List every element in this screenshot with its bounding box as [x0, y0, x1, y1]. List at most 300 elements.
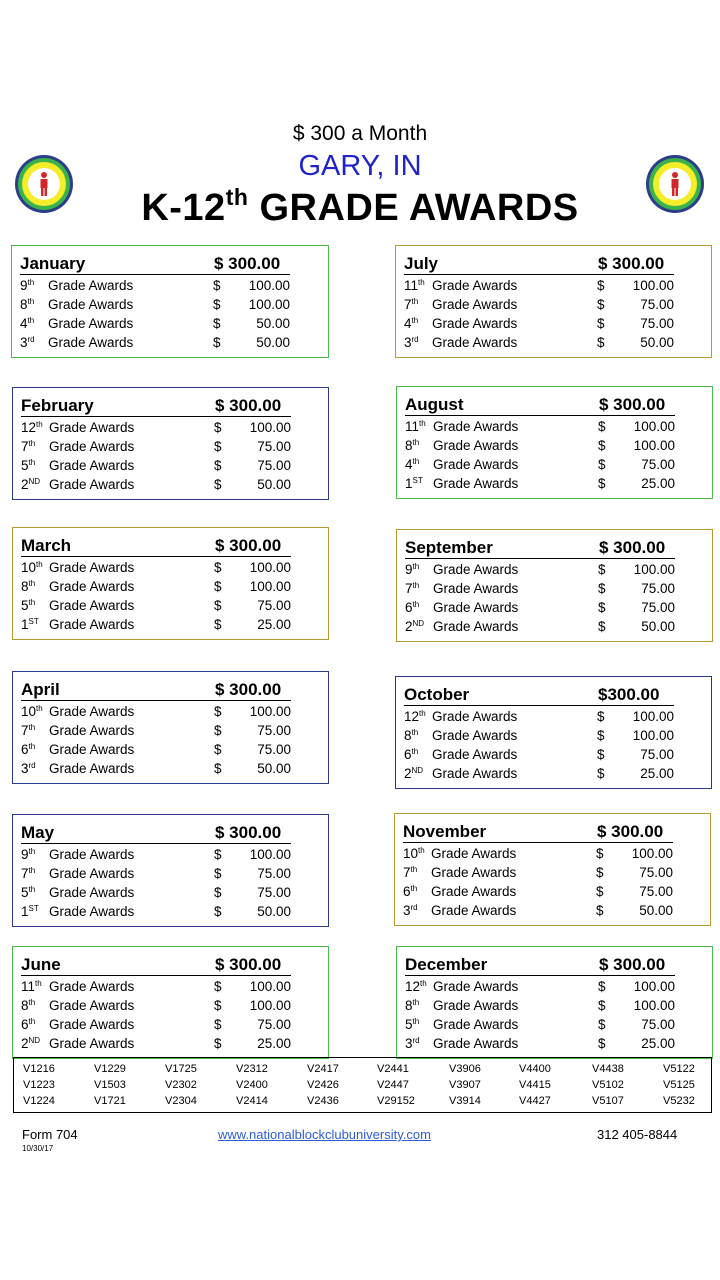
month-card-january — [11, 245, 329, 358]
award-label — [405, 476, 518, 491]
currency-symbol: $ — [596, 865, 604, 880]
month-total: $ 300.00 — [599, 538, 666, 557]
grade-ordinal — [21, 904, 49, 919]
award-text: Grade Awards — [432, 278, 518, 293]
award-label — [21, 1017, 134, 1032]
vendor-code: V2441 — [377, 1063, 409, 1075]
grade-ordinal — [405, 419, 433, 434]
grade-number: 4 — [20, 316, 28, 331]
award-row — [405, 457, 675, 476]
currency-symbol: $ — [214, 904, 222, 919]
award-row — [405, 979, 675, 998]
award-row — [20, 297, 290, 316]
award-label — [404, 278, 517, 293]
award-text: Grade Awards — [49, 904, 135, 919]
award-text: Grade Awards — [49, 1036, 135, 1051]
grade-ordinal — [405, 600, 433, 615]
currency-symbol: $ — [214, 847, 222, 862]
currency-symbol: $ — [214, 598, 222, 613]
award-row — [21, 560, 291, 579]
award-label — [404, 316, 517, 331]
award-amount: 100.00 — [633, 979, 675, 994]
month-card-october — [395, 676, 712, 789]
grade-number: 7 — [21, 723, 29, 738]
award-row — [405, 476, 675, 495]
award-row — [21, 847, 291, 866]
award-text: Grade Awards — [49, 560, 135, 575]
vendor-code: V5122 — [663, 1063, 695, 1075]
award-text: Grade Awards — [433, 438, 519, 453]
award-amount: 50.00 — [640, 335, 674, 350]
grade-ordinal — [21, 1017, 49, 1032]
currency-symbol: $ — [213, 316, 221, 331]
award-amount: 100.00 — [632, 728, 674, 743]
grade-number: 2 — [404, 766, 412, 781]
award-text: Grade Awards — [48, 335, 134, 350]
award-label — [21, 866, 134, 881]
currency-symbol: $ — [597, 766, 605, 781]
currency-symbol: $ — [214, 579, 222, 594]
vendor-code: V3906 — [449, 1063, 481, 1075]
grade-number: 8 — [405, 438, 413, 453]
award-row — [20, 316, 290, 335]
award-amount: 100.00 — [631, 846, 673, 861]
grade-ordinal — [404, 728, 432, 743]
vendor-code: V1721 — [94, 1095, 126, 1107]
award-amount: 75.00 — [641, 600, 675, 615]
vendor-code: V4427 — [519, 1095, 551, 1107]
month-card-september — [396, 529, 713, 642]
award-text: Grade Awards — [49, 847, 135, 862]
currency-symbol: $ — [214, 617, 222, 632]
vendor-code: V29152 — [377, 1095, 415, 1107]
award-text: Grade Awards — [49, 477, 135, 492]
month-total: $ 300.00 — [214, 254, 281, 273]
award-row — [405, 438, 675, 457]
grade-suffix: th — [411, 316, 419, 325]
grade-suffix: th — [412, 581, 420, 590]
award-row — [21, 439, 291, 458]
grade-number: 3 — [21, 761, 29, 776]
month-header — [21, 678, 291, 701]
vendor-code: V2312 — [236, 1063, 268, 1075]
award-text: Grade Awards — [432, 335, 518, 350]
grade-number: 9 — [405, 562, 413, 577]
award-amount: 100.00 — [249, 847, 291, 862]
award-amount: 100.00 — [249, 579, 291, 594]
grade-suffix: ST — [28, 904, 39, 913]
award-amount: 100.00 — [249, 979, 291, 994]
award-text: Grade Awards — [432, 766, 518, 781]
grade-number: 10 — [21, 704, 37, 719]
grade-suffix: th — [28, 742, 36, 751]
month-header — [21, 534, 291, 557]
award-text: Grade Awards — [49, 761, 135, 776]
grade-ordinal — [405, 979, 433, 994]
award-amount: 100.00 — [248, 297, 290, 312]
award-amount: 75.00 — [639, 884, 673, 899]
award-text: Grade Awards — [432, 709, 518, 724]
currency-symbol: $ — [598, 619, 606, 634]
month-name: August — [405, 395, 464, 414]
month-header — [405, 536, 675, 559]
grade-suffix: th — [27, 316, 35, 325]
currency-symbol: $ — [597, 278, 605, 293]
award-row — [405, 1036, 675, 1055]
award-amount: 50.00 — [257, 761, 291, 776]
grade-number: 2 — [405, 619, 413, 634]
vendor-code: V1229 — [94, 1063, 126, 1075]
currency-symbol: $ — [214, 560, 222, 575]
grade-number: 7 — [404, 297, 412, 312]
grade-suffix: th — [419, 419, 426, 428]
currency-symbol: $ — [598, 562, 606, 577]
grade-number: 8 — [404, 728, 412, 743]
grade-suffix: th — [410, 884, 418, 893]
award-row — [405, 998, 675, 1017]
vendor-code: V5232 — [663, 1095, 695, 1107]
grade-number: 11 — [404, 278, 419, 293]
award-label — [21, 477, 134, 492]
award-row — [21, 761, 291, 780]
grade-number: 9 — [20, 278, 28, 293]
grade-number: 5 — [21, 598, 29, 613]
grade-ordinal — [403, 884, 431, 899]
currency-symbol: $ — [598, 476, 606, 491]
award-row — [405, 600, 675, 619]
grade-suffix: th — [412, 998, 420, 1007]
currency-symbol: $ — [598, 1017, 606, 1032]
award-amount: 75.00 — [641, 457, 675, 472]
grade-number: 11 — [405, 419, 420, 434]
grade-suffix: ND — [28, 477, 41, 486]
award-row — [21, 742, 291, 761]
award-row — [21, 885, 291, 904]
award-text: Grade Awards — [49, 866, 135, 881]
month-total: $ 300.00 — [215, 680, 282, 699]
award-amount: 100.00 — [249, 704, 291, 719]
award-label — [21, 979, 134, 994]
award-text: Grade Awards — [49, 598, 135, 613]
grade-ordinal — [405, 1017, 433, 1032]
currency-symbol: $ — [214, 1017, 222, 1032]
grade-suffix: th — [420, 979, 427, 988]
award-text: Grade Awards — [432, 297, 518, 312]
award-amount: 25.00 — [641, 476, 675, 491]
currency-symbol: $ — [596, 846, 604, 861]
grade-suffix: th — [410, 865, 418, 874]
grade-ordinal — [21, 477, 49, 492]
award-label — [21, 579, 134, 594]
currency-symbol: $ — [598, 600, 606, 615]
page-title — [0, 184, 720, 230]
grade-number: 5 — [21, 458, 29, 473]
grade-number: 2 — [21, 477, 29, 492]
award-label — [21, 598, 134, 613]
vendor-code: V2436 — [307, 1095, 339, 1107]
grade-number: 1 — [405, 476, 413, 491]
grade-ordinal — [405, 619, 433, 634]
month-name: March — [21, 536, 72, 555]
month-total: $ 300.00 — [597, 822, 664, 841]
grade-ordinal — [404, 297, 432, 312]
month-header — [405, 953, 675, 976]
vendor-code: V4438 — [592, 1063, 624, 1075]
grade-number: 7 — [21, 866, 29, 881]
vendor-code: V2417 — [307, 1063, 339, 1075]
grade-number: 5 — [21, 885, 29, 900]
award-row — [403, 884, 673, 903]
award-text: Grade Awards — [431, 846, 517, 861]
award-label — [21, 847, 134, 862]
grade-number: 1 — [21, 617, 29, 632]
award-text: Grade Awards — [48, 316, 134, 331]
award-label — [403, 884, 516, 899]
award-amount: 100.00 — [633, 998, 675, 1013]
month-total: $ 300.00 — [215, 955, 282, 974]
award-amount: 50.00 — [256, 316, 290, 331]
vendor-code: V4415 — [519, 1079, 551, 1091]
award-label — [405, 1036, 518, 1051]
grade-suffix: ST — [28, 617, 39, 626]
currency-symbol: $ — [598, 998, 606, 1013]
currency-symbol: $ — [598, 581, 606, 596]
grade-number: 3 — [405, 1036, 413, 1051]
vendor-codes-table — [13, 1057, 712, 1113]
award-row — [21, 723, 291, 742]
grade-suffix: th — [35, 979, 42, 988]
award-label — [403, 865, 516, 880]
award-amount: 100.00 — [633, 438, 675, 453]
award-amount: 75.00 — [257, 1017, 291, 1032]
award-row — [21, 458, 291, 477]
award-amount: 75.00 — [257, 885, 291, 900]
month-name: June — [21, 955, 61, 974]
grade-ordinal — [20, 316, 48, 331]
award-amount: 100.00 — [633, 562, 675, 577]
grade-number: 6 — [403, 884, 411, 899]
award-text: Grade Awards — [49, 458, 135, 473]
currency-symbol: $ — [213, 335, 221, 350]
currency-symbol: $ — [214, 458, 222, 473]
title-prefix: K-12 — [141, 187, 226, 229]
grade-suffix: th — [28, 458, 36, 467]
grade-suffix: th — [28, 1017, 36, 1026]
month-total: $ 300.00 — [599, 955, 666, 974]
currency-symbol: $ — [214, 1036, 222, 1051]
grade-ordinal — [403, 846, 431, 861]
award-row — [405, 562, 675, 581]
grade-ordinal — [21, 1036, 49, 1051]
currency-symbol: $ — [598, 419, 606, 434]
award-text: Grade Awards — [49, 723, 135, 738]
currency-symbol: $ — [597, 316, 605, 331]
grade-ordinal — [21, 998, 49, 1013]
award-label — [405, 457, 518, 472]
currency-symbol: $ — [214, 998, 222, 1013]
award-amount: 100.00 — [249, 998, 291, 1013]
logo-left — [14, 154, 74, 214]
grade-number: 12 — [404, 709, 420, 724]
grade-ordinal — [405, 562, 433, 577]
award-text: Grade Awards — [432, 316, 518, 331]
award-amount: 75.00 — [640, 747, 674, 762]
award-label — [21, 761, 134, 776]
month-header — [20, 252, 290, 275]
award-row — [21, 420, 291, 439]
month-header — [21, 821, 291, 844]
award-label — [405, 562, 518, 577]
award-amount: 75.00 — [640, 316, 674, 331]
award-row — [404, 709, 674, 728]
award-row — [21, 1036, 291, 1055]
grade-ordinal — [21, 761, 49, 776]
title-superscript: th — [225, 184, 249, 210]
award-text: Grade Awards — [433, 619, 519, 634]
currency-symbol: $ — [214, 420, 222, 435]
grade-suffix: rd — [27, 335, 35, 344]
grade-ordinal — [20, 335, 48, 350]
award-text: Grade Awards — [48, 278, 134, 293]
grade-ordinal — [405, 457, 433, 472]
grade-number: 4 — [404, 316, 412, 331]
month-header — [405, 393, 675, 416]
grade-number: 6 — [405, 600, 413, 615]
currency-symbol: $ — [214, 742, 222, 757]
award-label — [403, 846, 516, 861]
award-amount: 75.00 — [641, 581, 675, 596]
grade-suffix: th — [412, 457, 420, 466]
month-card-november — [394, 813, 711, 926]
grade-ordinal — [21, 458, 49, 473]
grade-number: 4 — [405, 457, 413, 472]
award-row — [21, 598, 291, 617]
award-text: Grade Awards — [433, 581, 519, 596]
award-row — [403, 903, 673, 922]
award-label — [21, 885, 134, 900]
currency-symbol: $ — [598, 438, 606, 453]
currency-symbol: $ — [214, 866, 222, 881]
vendor-code: V2302 — [165, 1079, 197, 1091]
currency-symbol: $ — [596, 884, 604, 899]
grade-ordinal — [21, 866, 49, 881]
grade-ordinal — [21, 439, 49, 454]
grade-suffix: th — [28, 598, 36, 607]
grade-number: 5 — [405, 1017, 413, 1032]
award-row — [405, 619, 675, 638]
grade-number: 7 — [403, 865, 411, 880]
month-name: January — [20, 254, 86, 273]
award-label — [404, 747, 517, 762]
grade-ordinal — [404, 709, 432, 724]
grade-ordinal — [21, 742, 49, 757]
award-label — [21, 904, 134, 919]
award-text: Grade Awards — [433, 476, 519, 491]
month-card-december — [396, 946, 713, 1059]
award-row — [21, 904, 291, 923]
currency-symbol: $ — [213, 297, 221, 312]
month-name: July — [404, 254, 439, 273]
grade-suffix: rd — [28, 761, 36, 770]
grade-suffix: th — [36, 704, 43, 713]
currency-symbol: $ — [214, 723, 222, 738]
award-text: Grade Awards — [433, 979, 519, 994]
grade-suffix: th — [28, 847, 36, 856]
grade-suffix: th — [411, 297, 419, 306]
award-row — [404, 335, 674, 354]
award-text: Grade Awards — [49, 704, 135, 719]
website-link[interactable]: www.nationalblockclubuniversity.com — [218, 1127, 431, 1142]
grade-suffix: th — [411, 728, 419, 737]
award-text: Grade Awards — [49, 617, 135, 632]
vendor-code: V1725 — [165, 1063, 197, 1075]
award-label — [404, 766, 517, 781]
currency-symbol: $ — [598, 457, 606, 472]
grade-number: 10 — [21, 560, 37, 575]
grade-suffix: th — [418, 846, 425, 855]
award-label — [405, 600, 518, 615]
grade-ordinal — [403, 903, 431, 918]
grade-suffix: th — [28, 723, 36, 732]
vendor-code: V2304 — [165, 1095, 197, 1107]
award-row — [404, 316, 674, 335]
vendor-code: V1216 — [23, 1063, 55, 1075]
logo-right — [645, 154, 705, 214]
vendor-code: V2426 — [307, 1079, 339, 1091]
grade-ordinal — [405, 1036, 433, 1051]
award-text: Grade Awards — [49, 439, 135, 454]
award-label — [403, 903, 516, 918]
month-name: September — [405, 538, 493, 557]
grade-ordinal — [404, 766, 432, 781]
month-header — [404, 683, 674, 706]
award-amount: 25.00 — [640, 766, 674, 781]
award-label — [404, 709, 517, 724]
award-amount: 50.00 — [639, 903, 673, 918]
currency-symbol: $ — [597, 297, 605, 312]
award-amount: 100.00 — [249, 560, 291, 575]
vendor-code: V2414 — [236, 1095, 268, 1107]
award-amount: 75.00 — [640, 297, 674, 312]
award-text: Grade Awards — [49, 998, 135, 1013]
award-label — [21, 1036, 134, 1051]
month-name: February — [21, 396, 94, 415]
award-row — [21, 979, 291, 998]
month-total: $ 300.00 — [599, 395, 666, 414]
award-text: Grade Awards — [432, 747, 518, 762]
grade-ordinal — [21, 704, 49, 719]
grade-suffix: th — [27, 297, 35, 306]
month-card-february — [12, 387, 329, 500]
award-text: Grade Awards — [49, 979, 135, 994]
month-name: May — [21, 823, 55, 842]
award-label — [404, 335, 517, 350]
award-label — [404, 297, 517, 312]
grade-suffix: th — [412, 1017, 420, 1026]
grade-ordinal — [21, 885, 49, 900]
award-label — [405, 998, 518, 1013]
month-card-july — [395, 245, 712, 358]
grade-suffix: th — [412, 600, 420, 609]
award-amount: 100.00 — [249, 420, 291, 435]
grade-suffix: th — [418, 278, 425, 287]
grade-suffix: th — [419, 709, 426, 718]
currency-symbol: $ — [214, 704, 222, 719]
title-suffix: GRADE AWARDS — [248, 187, 579, 229]
award-text: Grade Awards — [49, 885, 135, 900]
award-row — [21, 866, 291, 885]
award-text: Grade Awards — [433, 1036, 519, 1051]
